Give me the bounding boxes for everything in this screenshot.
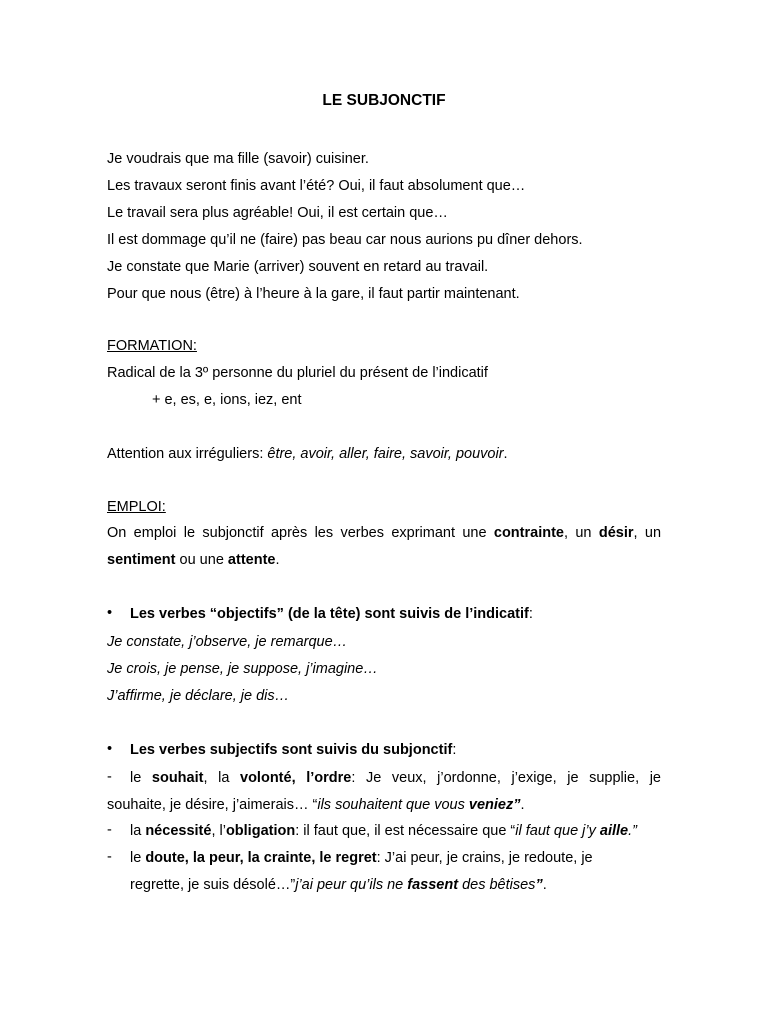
item-text: la bbox=[130, 823, 146, 839]
item-text: . bbox=[542, 877, 547, 893]
subjectifs-heading-colon: : bbox=[452, 742, 457, 758]
item-text: : J’ai peur, je crains, je redoute, je bbox=[376, 850, 593, 866]
item-example: il faut que j’y bbox=[515, 823, 600, 839]
irregular-verbs-note bbox=[107, 445, 508, 463]
irregular-suffix: . bbox=[503, 446, 508, 462]
dash-marker: - bbox=[107, 769, 112, 785]
emploi-keyword-contrainte: contrainte bbox=[493, 525, 564, 541]
objectifs-heading-text: Les verbes “objectifs” (de la tête) sont suivis de l’indicatif bbox=[130, 606, 529, 622]
exercise-sentence-5: Je constate que Marie (arriver) souvent en retard au travail. bbox=[107, 259, 489, 275]
objectifs-heading bbox=[130, 605, 533, 623]
emploi-text: . bbox=[275, 552, 280, 568]
item-text: . bbox=[520, 797, 525, 813]
emploi-text: , un bbox=[563, 525, 599, 541]
item-text: , la bbox=[203, 770, 241, 786]
item-example-keyword: ” bbox=[535, 877, 543, 893]
irregular-prefix: Attention aux irréguliers: bbox=[107, 446, 268, 462]
page-title: LE SUBJONCTIF bbox=[322, 92, 446, 109]
emploi-text: , un bbox=[633, 525, 662, 541]
item-text: regrette, je suis désolé…” bbox=[130, 877, 296, 893]
item-text: le bbox=[130, 770, 152, 786]
subjectifs-item-3-line-2 bbox=[130, 876, 547, 894]
item-keyword: doute, la peur, la crainte, le regret bbox=[145, 850, 377, 866]
exercise-sentence-3: Le travail sera plus agréable! Oui, il est certain que… bbox=[107, 205, 448, 221]
emploi-paragraph-line-1 bbox=[107, 524, 661, 542]
subjectifs-item-3-line-1 bbox=[130, 849, 593, 867]
emploi-text: ou une bbox=[175, 552, 228, 568]
emploi-text: On emploi le subjonctif après les verbes exprimant une bbox=[107, 525, 494, 541]
item-text: le bbox=[130, 850, 146, 866]
exercise-sentence-2: Les travaux seront finis avant l’été? Oui, il faut absolument que… bbox=[107, 178, 526, 194]
objectifs-example-2: Je crois, je pense, je suppose, j’imagine… bbox=[107, 661, 378, 677]
emploi-heading: EMPLOI: bbox=[107, 499, 166, 515]
emploi-keyword-attente: attente bbox=[227, 552, 276, 568]
dash-marker: - bbox=[107, 849, 112, 865]
item-keyword: souhait bbox=[151, 770, 204, 786]
bullet-icon: • bbox=[107, 605, 113, 621]
objectifs-example-3: J’affirme, je déclare, je dis… bbox=[107, 688, 290, 704]
emploi-keyword-desir: désir bbox=[598, 525, 634, 541]
bullet-icon: • bbox=[107, 741, 113, 757]
subjectifs-item-2 bbox=[130, 822, 637, 840]
item-example: j’ai peur qu’ils ne bbox=[295, 877, 408, 893]
objectifs-example-1: Je constate, j’observe, je remarque… bbox=[107, 634, 348, 650]
item-example: ils souhaitent que vous bbox=[317, 797, 469, 813]
subjectifs-item-1-line-2 bbox=[107, 796, 525, 814]
item-keyword: volonté, l’ordre bbox=[240, 770, 352, 786]
objectifs-heading-colon: : bbox=[528, 606, 533, 622]
subjectifs-item-1-line-1 bbox=[130, 769, 661, 787]
item-example-keyword: aille bbox=[599, 823, 629, 839]
emploi-keyword-sentiment: sentiment bbox=[107, 552, 176, 568]
item-example: .” bbox=[628, 823, 637, 839]
item-keyword: obligation bbox=[225, 823, 296, 839]
dash-marker: - bbox=[107, 822, 112, 838]
item-example: des bêtises bbox=[458, 877, 536, 893]
item-example-keyword: veniez” bbox=[468, 797, 521, 813]
exercise-sentence-6: Pour que nous (être) à l’heure à la gare, il faut partir maintenant. bbox=[107, 286, 520, 302]
formation-rule: Radical de la 3º personne du pluriel du présent de l’indicatif bbox=[107, 365, 488, 381]
subjectifs-heading-text: Les verbes subjectifs sont suivis du subjonctif bbox=[130, 742, 453, 758]
item-text: : il faut que, il est nécessaire que “ bbox=[295, 823, 516, 839]
exercise-sentence-1: Je voudrais que ma fille (savoir) cuisiner. bbox=[107, 151, 369, 167]
item-text: , l’ bbox=[211, 823, 226, 839]
item-example-keyword: fassent bbox=[407, 877, 459, 893]
emploi-paragraph-line-2 bbox=[107, 551, 280, 569]
item-text: : Je veux, j’ordonne, j’exige, je supplie, je bbox=[351, 770, 661, 786]
item-keyword: nécessité bbox=[145, 823, 212, 839]
item-text: souhaite, je désire, j’aimerais… “ bbox=[107, 797, 318, 813]
exercise-sentence-4: Il est dommage qu’il ne (faire) pas beau car nous aurions pu dîner dehors. bbox=[107, 232, 583, 248]
formation-heading: FORMATION: bbox=[107, 338, 197, 354]
subjectifs-heading bbox=[130, 741, 456, 759]
irregular-verbs: être, avoir, aller, faire, savoir, pouvoir bbox=[267, 446, 504, 462]
formation-endings: + e, es, e, ions, iez, ent bbox=[152, 392, 302, 408]
